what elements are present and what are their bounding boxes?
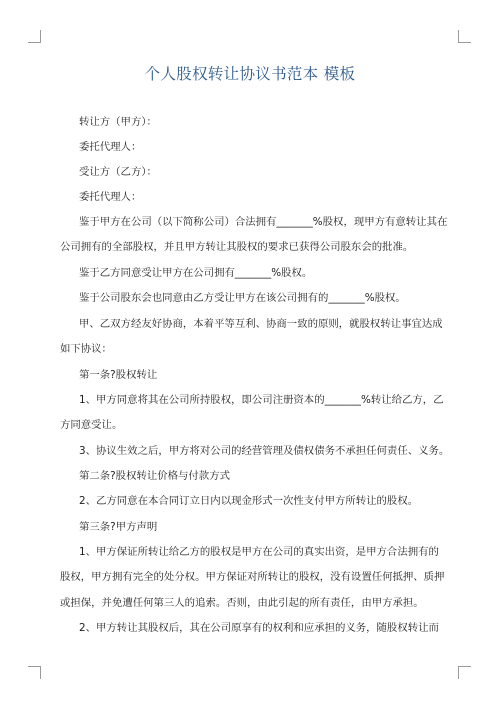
crop-mark-top-right xyxy=(458,30,471,43)
article-2-clause-2-line: 2、乙方同意在本合同订立日内以现金形式一次性支付甲方所转让的股权。 xyxy=(79,495,419,507)
article-1-heading: 第一条?股权转让 xyxy=(79,369,158,381)
crop-mark-bottom-left xyxy=(28,666,41,679)
preamble-line-1: 甲、乙双方经友好协商，本着平等互利、协商一致的原则，就股权转让事宜达成 xyxy=(79,318,443,330)
document-title: 个人股权转让协议书范本 模板 xyxy=(144,65,356,83)
preamble-line-2: 如下协议： xyxy=(60,343,112,355)
crop-mark-bottom-right xyxy=(458,666,471,679)
article-3-clause-1-line-2: 股权，甲方拥有完全的处分权。甲方保证对所转让的股权，没有设置任何抵押、质押 xyxy=(60,571,445,583)
article-1-clause-3-line: 3、协议生效之后，甲方将对公司的经营管理及债权债务不承担任何责任、义务。 xyxy=(79,445,450,457)
article-1-clause-1-line-2: 方同意受让。 xyxy=(60,419,123,431)
article-3-clause-2-line-1: 2、甲方转让其股权后，其在公司原享有的权利和应承担的义务，随股权转让而 xyxy=(79,622,439,634)
recital-2-line: 鉴于乙方同意受让甲方在公司拥有_______%股权。 xyxy=(79,267,313,279)
recital-1-line-1: 鉴于甲方在公司（以下简称公司）合法拥有_______%股权，现甲方有意转让其在 xyxy=(79,216,448,228)
recital-1-line-2: 公司拥有的全部股权，并且甲方转让其股权的要求已获得公司股东会的批准。 xyxy=(60,241,414,253)
transferee-line: 受让方（乙方）： xyxy=(79,166,157,178)
article-2-heading: 第二条?股权转让价格与付款方式 xyxy=(79,470,230,482)
article-3-heading: 第三条?甲方声明 xyxy=(79,521,158,533)
transferee-agent-line: 委托代理人： xyxy=(79,191,142,203)
crop-mark-top-left xyxy=(28,30,41,43)
transferor-agent-line: 委托代理人： xyxy=(79,141,142,153)
article-3-clause-1-line-1: 1、甲方保证所转让给乙方的股权是甲方在公司的真实出资，是甲方合法拥有的 xyxy=(79,546,439,558)
recital-3-line: 鉴于公司股东会也同意由乙方受让甲方在该公司拥有的_______%股权。 xyxy=(79,292,406,304)
article-1-clause-1-line-1: 1、甲方同意将其在公司所持股权，即公司注册资本的_______%转让给乙方，乙 xyxy=(79,394,444,406)
article-3-clause-1-line-3: 或担保，并免遭任何第三人的追索。否则，由此引起的所有责任，由甲方承担。 xyxy=(60,597,424,609)
transferor-line: 转让方（甲方）： xyxy=(79,116,157,128)
